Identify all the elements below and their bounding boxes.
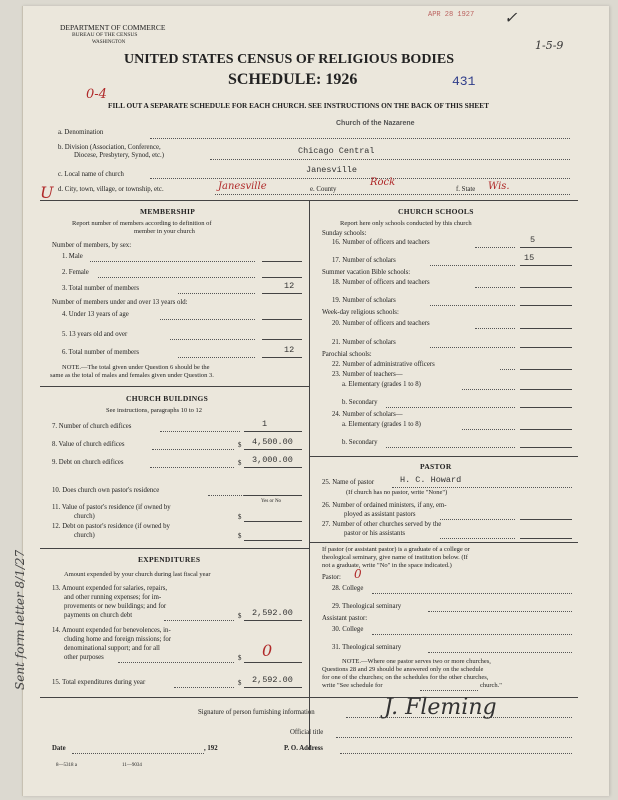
top-code-mark: 0-4 [86,87,107,102]
q2-label: 2. Female [62,269,89,276]
q14-label-2: cluding home and foreign missions; for [64,636,172,643]
division-label: b. Division (Association, Conference, [58,144,161,151]
q9-dollar: $ [238,460,242,467]
graduate-note: If pastor (or assistant pastor) is a graduate of a college or [322,546,470,553]
q20-label: 20. Number of officers and teachers [332,320,430,327]
county-label: e. County [310,186,337,193]
checkmark: ✓ [504,8,518,27]
q21-label: 21. Number of scholars [332,339,396,346]
county-value: Rock [370,177,396,188]
q23-label: 23. Number of teachers— [332,371,403,378]
q27-label-2: pastor or his assistants [344,530,405,537]
q4-label: 4. Under 13 years of age [62,311,129,318]
q24b-label: b. Secondary [342,439,378,446]
q12-label-2: church) [74,532,95,539]
graduate-note-3: not a graduate, write "No" in the space indicated.) [322,562,452,569]
print-number: 11—9034 [122,763,142,768]
q8-value: 4,500.00 [252,437,293,447]
q14-label-4: other purposes [64,654,104,661]
state-label: f. State [456,186,476,193]
pastor-note: NOTE.—Where one pastor serves two or more churches, [342,658,491,665]
membership-note-2: same as the total of males and females given under Question 3. [50,372,214,379]
parochial-label: Parochial schools: [322,351,372,358]
signature-label: Signature of person furnishing information [198,709,315,716]
department: DEPARTMENT OF COMMERCE [60,23,166,32]
pastor-heading: PASTOR [420,462,452,471]
q27-label: 27. Number of other churches served by the [322,521,442,528]
q15-label: 15. Total expenditures during year [52,679,146,686]
buildings-intro: See instructions, paragraphs 10 to 12 [106,407,203,414]
q25-value: H. C. Howard [400,475,462,485]
q11-label-2: church) [74,513,95,520]
division-label-2: Diocese, Presbytery, Synod, etc.) [74,152,164,159]
q7-label: 7. Number of church edifices [52,423,132,430]
q3-label: 3. Total number of members [62,285,139,292]
q13-label-4: payments on church debt [64,612,133,619]
assistant-label: Assistant pastor: [322,615,368,622]
q29-label: 29. Theological seminary [332,603,402,610]
expenditures-heading: EXPENDITURES [138,555,201,564]
q12-label: 12. Debt on pastor's residence (if owned by [52,523,170,530]
membership-heading: MEMBERSHIP [140,207,196,216]
buildings-heading: CHURCH BUILDINGS [126,394,209,403]
yes-no-label: Yes or No [261,499,282,504]
q16-label: 16. Number of officers and teachers [332,239,430,246]
q8-dollar: $ [238,442,242,449]
q17-value: 15 [524,253,535,263]
q7-value: 1 [262,419,268,429]
q10-label: 10. Does church own pastor's residence [52,487,160,494]
membership-intro-2: member in your church [134,228,195,235]
q12-dollar: $ [238,533,242,540]
q11-dollar: $ [238,514,242,521]
q13-label-3: provements or new buildings; and for [64,603,167,610]
q25-note: (If church has no pastor, write "None") [346,489,448,496]
q23a-label: a. Elementary (grades 1 to 8) [342,381,421,388]
q13-label: 13. Amount expended for salaries, repairs, [52,585,168,592]
census-schedule-form [22,6,609,796]
local-name-label: c. Local name of church [58,171,124,178]
schedule-title: SCHEDULE: 1926 [228,71,358,88]
city-value: Janesville [218,181,267,192]
form-number: 8—5318 a [56,763,77,768]
q5-label: 5. 13 years old and over [62,331,128,338]
q23b-label: b. Secondary [342,399,378,406]
sunday-label: Sunday schools: [322,230,367,237]
pastor-sub-label: Pastor: [322,574,341,581]
margin-note: Sent form letter 8/1/27 [13,549,27,690]
schools-intro: Report here only schools conducted by this church [340,220,472,227]
membership-note: NOTE.—The total given under Question 6 should be the [62,364,210,371]
schedule-number: 431 [452,74,476,89]
local-name-value: Janesville [306,165,358,175]
expenditures-intro: Amount expended by your church during last fiscal year [64,571,211,578]
q14-label: 14. Amount expended for benevolences, in- [52,627,171,634]
date-label: Date [52,745,66,752]
by-sex-label: Number of members, by sex: [52,242,132,249]
q26-label: 26. Number of ordained ministers, if any, em- [322,502,447,509]
q13-label-2: and other running expenses; for im- [64,594,162,601]
q11-label: 11. Value of pastor's residence (if owned by [52,504,171,511]
q16-value: 5 [530,235,536,245]
q15-dollar: $ [238,680,242,687]
q22-label: 22. Number of administrative officers [332,361,435,368]
q24a-label: a. Elementary (grades 1 to 8) [342,421,421,428]
official-title-label: Official title [290,729,324,736]
denomination-label: a. Denomination [58,129,104,136]
form-title: UNITED STATES CENSUS OF RELIGIOUS BODIES [124,52,455,67]
q1-label: 1. Male [62,253,83,260]
pastor-note-5: church." [480,682,502,689]
q18-label: 18. Number of officers and teachers [332,279,430,286]
age-intro: Number of members under and over 13 years old: [52,299,188,306]
graduate-note-2: theological seminary, give name of institution below. (If [322,554,468,561]
q13-dollar: $ [238,613,242,620]
date-mark: 1-5-9 [535,39,564,52]
q15-value: 2,592.00 [252,675,293,685]
pastor-note-4: write "See schedule for [322,682,383,689]
q3-value: 12 [284,281,295,291]
q30-label: 30. College [332,626,364,633]
weekday-label: Week-day religious schools: [322,309,399,316]
q17-label: 17. Number of scholars [332,257,396,264]
pastor-mark: 0 [354,567,362,581]
q8-label: 8. Value of church edifices [52,441,125,448]
q19-label: 19. Number of scholars [332,297,396,304]
q26-label-2: ployed as assistant pastors [344,511,416,518]
bureau: BUREAU OF THE CENSUS [72,32,138,38]
q14-mark: 0 [262,641,273,660]
signature: J. Fleming [384,695,497,720]
address-label: P. O. Address [284,745,323,752]
pastor-note-3: for one of the churches; on the schedules for the other churches, [322,674,489,681]
q14-label-3: denominational support; and for all [64,645,160,652]
instruction-line: FILL OUT A SEPARATE SCHEDULE FOR EACH CHURCH. SEE INSTRUCTIONS ON THE BACK OF THIS SHEET [108,101,490,110]
washington: WASHINGTON [92,40,126,45]
pastor-note-2: Questions 28 and 29 should be answered only on the schedule [322,666,484,673]
city-label: d. City, town, village, or township, etc. [58,186,164,193]
u-mark: U [40,183,54,202]
q6-value: 12 [284,345,295,355]
q14-dollar: $ [238,655,242,662]
membership-intro: Report number of members according to definition of [72,220,212,227]
division-value: Chicago Central [298,146,375,156]
q6-label: 6. Total number of members [62,349,139,356]
denomination-value: Church of the Nazarene [336,120,415,127]
year-label: , 192 [204,745,218,752]
q9-value: 3,000.00 [252,455,293,465]
summer-label: Summer vacation Bible schools: [322,269,411,276]
received-stamp: APR 28 1927 [428,11,475,19]
state-value: Wis. [488,181,510,192]
q9-label: 9. Debt on church edifices [52,459,124,466]
schools-heading: CHURCH SCHOOLS [398,207,474,216]
q28-label: 28. College [332,585,364,592]
q24-label: 24. Number of scholars— [332,411,403,418]
q31-label: 31. Theological seminary [332,644,402,651]
q25-label: 25. Name of pastor [322,479,375,486]
q13-value: 2,592.00 [252,608,293,618]
